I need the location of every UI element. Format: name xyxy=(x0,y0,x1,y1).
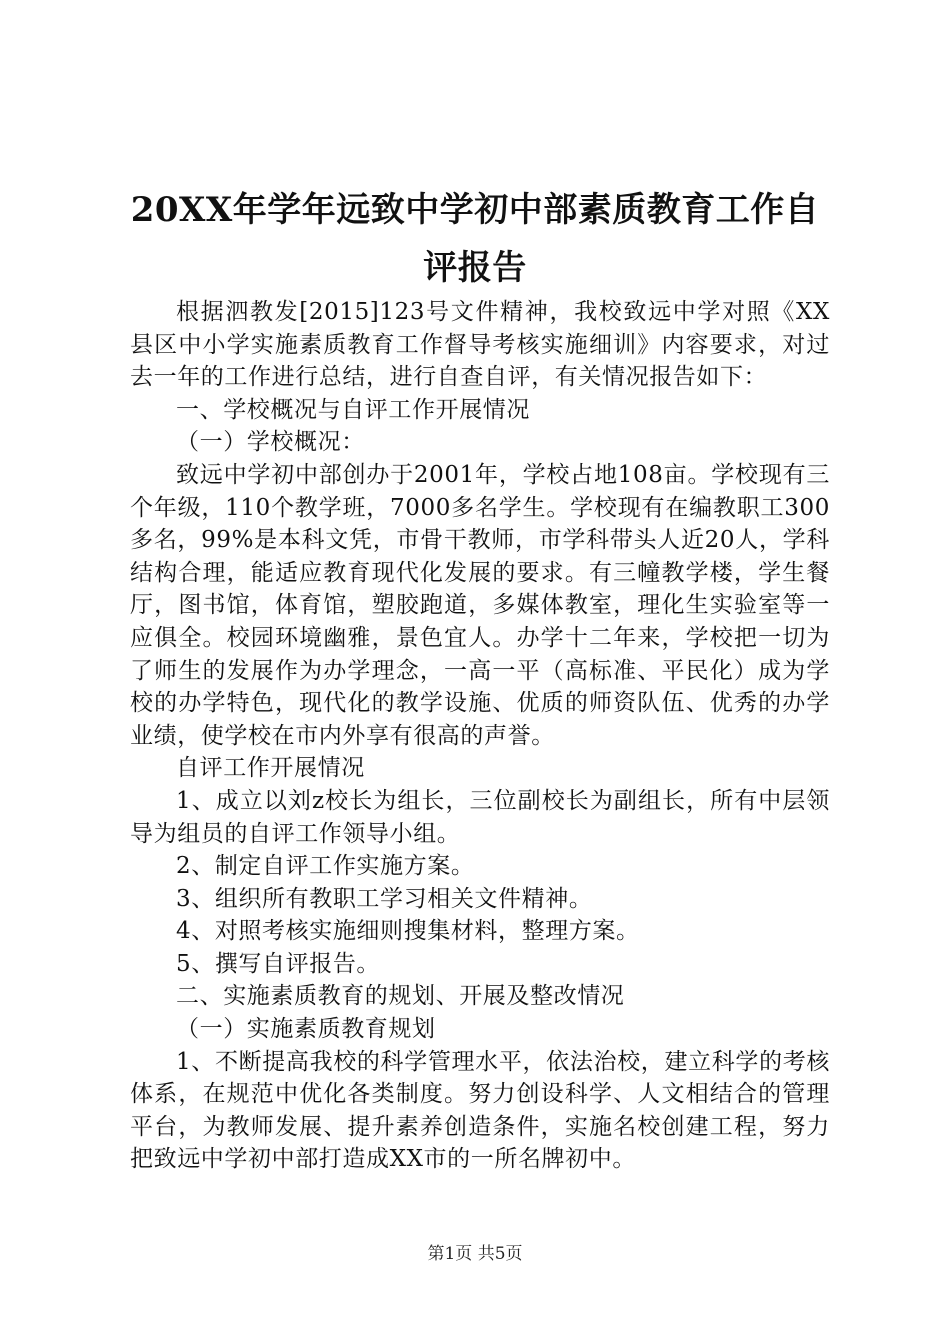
list-item-2: 2、制定自评工作实施方案。 xyxy=(176,853,475,880)
list-item-3: 3、组织所有教职工学习相关文件精神。 xyxy=(176,885,593,912)
subsection-heading-1-1: （一）学校概况： xyxy=(176,429,365,456)
document-title-line1: 20XX年学年远致中学初中部素质教育工作自 xyxy=(130,190,820,230)
subsection-heading-2-1: （一）实施素质教育规划 xyxy=(176,1016,436,1043)
intro-paragraph: 根据泗教发[2015]123号文件精神，我校致远中学对照《XX县区中小学实施素质教育工作督导考核实施细训》内容要求，对过去一年的工作进行总结，进行自查自评，有关情况报告如下： xyxy=(130,299,830,391)
document-title-line2: 评报告 xyxy=(423,248,527,288)
plan-paragraph-1: 1、不断提高我校的科学管理水平，依法治校，建立科学的考核体系，在规范中优化各类制度。努力创设科学、人文相结合的管理平台，为教师发展、提升素养创造条件，实施名校创建工程，努力把致远中学初中部打造成XX市的一所名牌初中。 xyxy=(130,1048,830,1173)
school-overview-paragraph: 致远中学初中部创办于2001年，学校占地108亩。学校现有三个年级，110个教学班，7000多名学生。学校现有在编教职工300多名，99%是本科文凭，市骨干教师，市学科带头人近20人，学科结构合理，能适应教育现代化发展的要求。有三幢教学楼，学生餐厅，图书馆，体育馆，塑胶跑道，多媒体教室，理化生实验室等一应俱全。校园环境幽雅，景色宜人。办学十二年来，学校把一切为了师生的发展作为办学理念，一高一平（高标准、平民化）成为学校的办学特色，现代化的教学设施、优质的师资队伍、优秀的办学业绩，使学校在市内外享有很高的声誉。 xyxy=(130,461,830,749)
section-heading-2: 二、实施素质教育的规划、开展及整改情况 xyxy=(176,983,625,1010)
self-eval-heading: 自评工作开展情况 xyxy=(176,755,365,782)
document-body xyxy=(130,296,830,1176)
list-item-1: 1、成立以刘z校长为组长，三位副校长为副组长，所有中层领导为组员的自评工作领导小组。 xyxy=(130,787,830,847)
section-heading-1: 一、学校概况与自评工作开展情况 xyxy=(176,396,530,423)
page-footer: 第1页 共5页 xyxy=(427,1244,523,1264)
list-item-5: 5、撰写自评报告。 xyxy=(176,950,381,977)
list-item-4: 4、对照考核实施细则搜集材料，整理方案。 xyxy=(176,918,640,945)
